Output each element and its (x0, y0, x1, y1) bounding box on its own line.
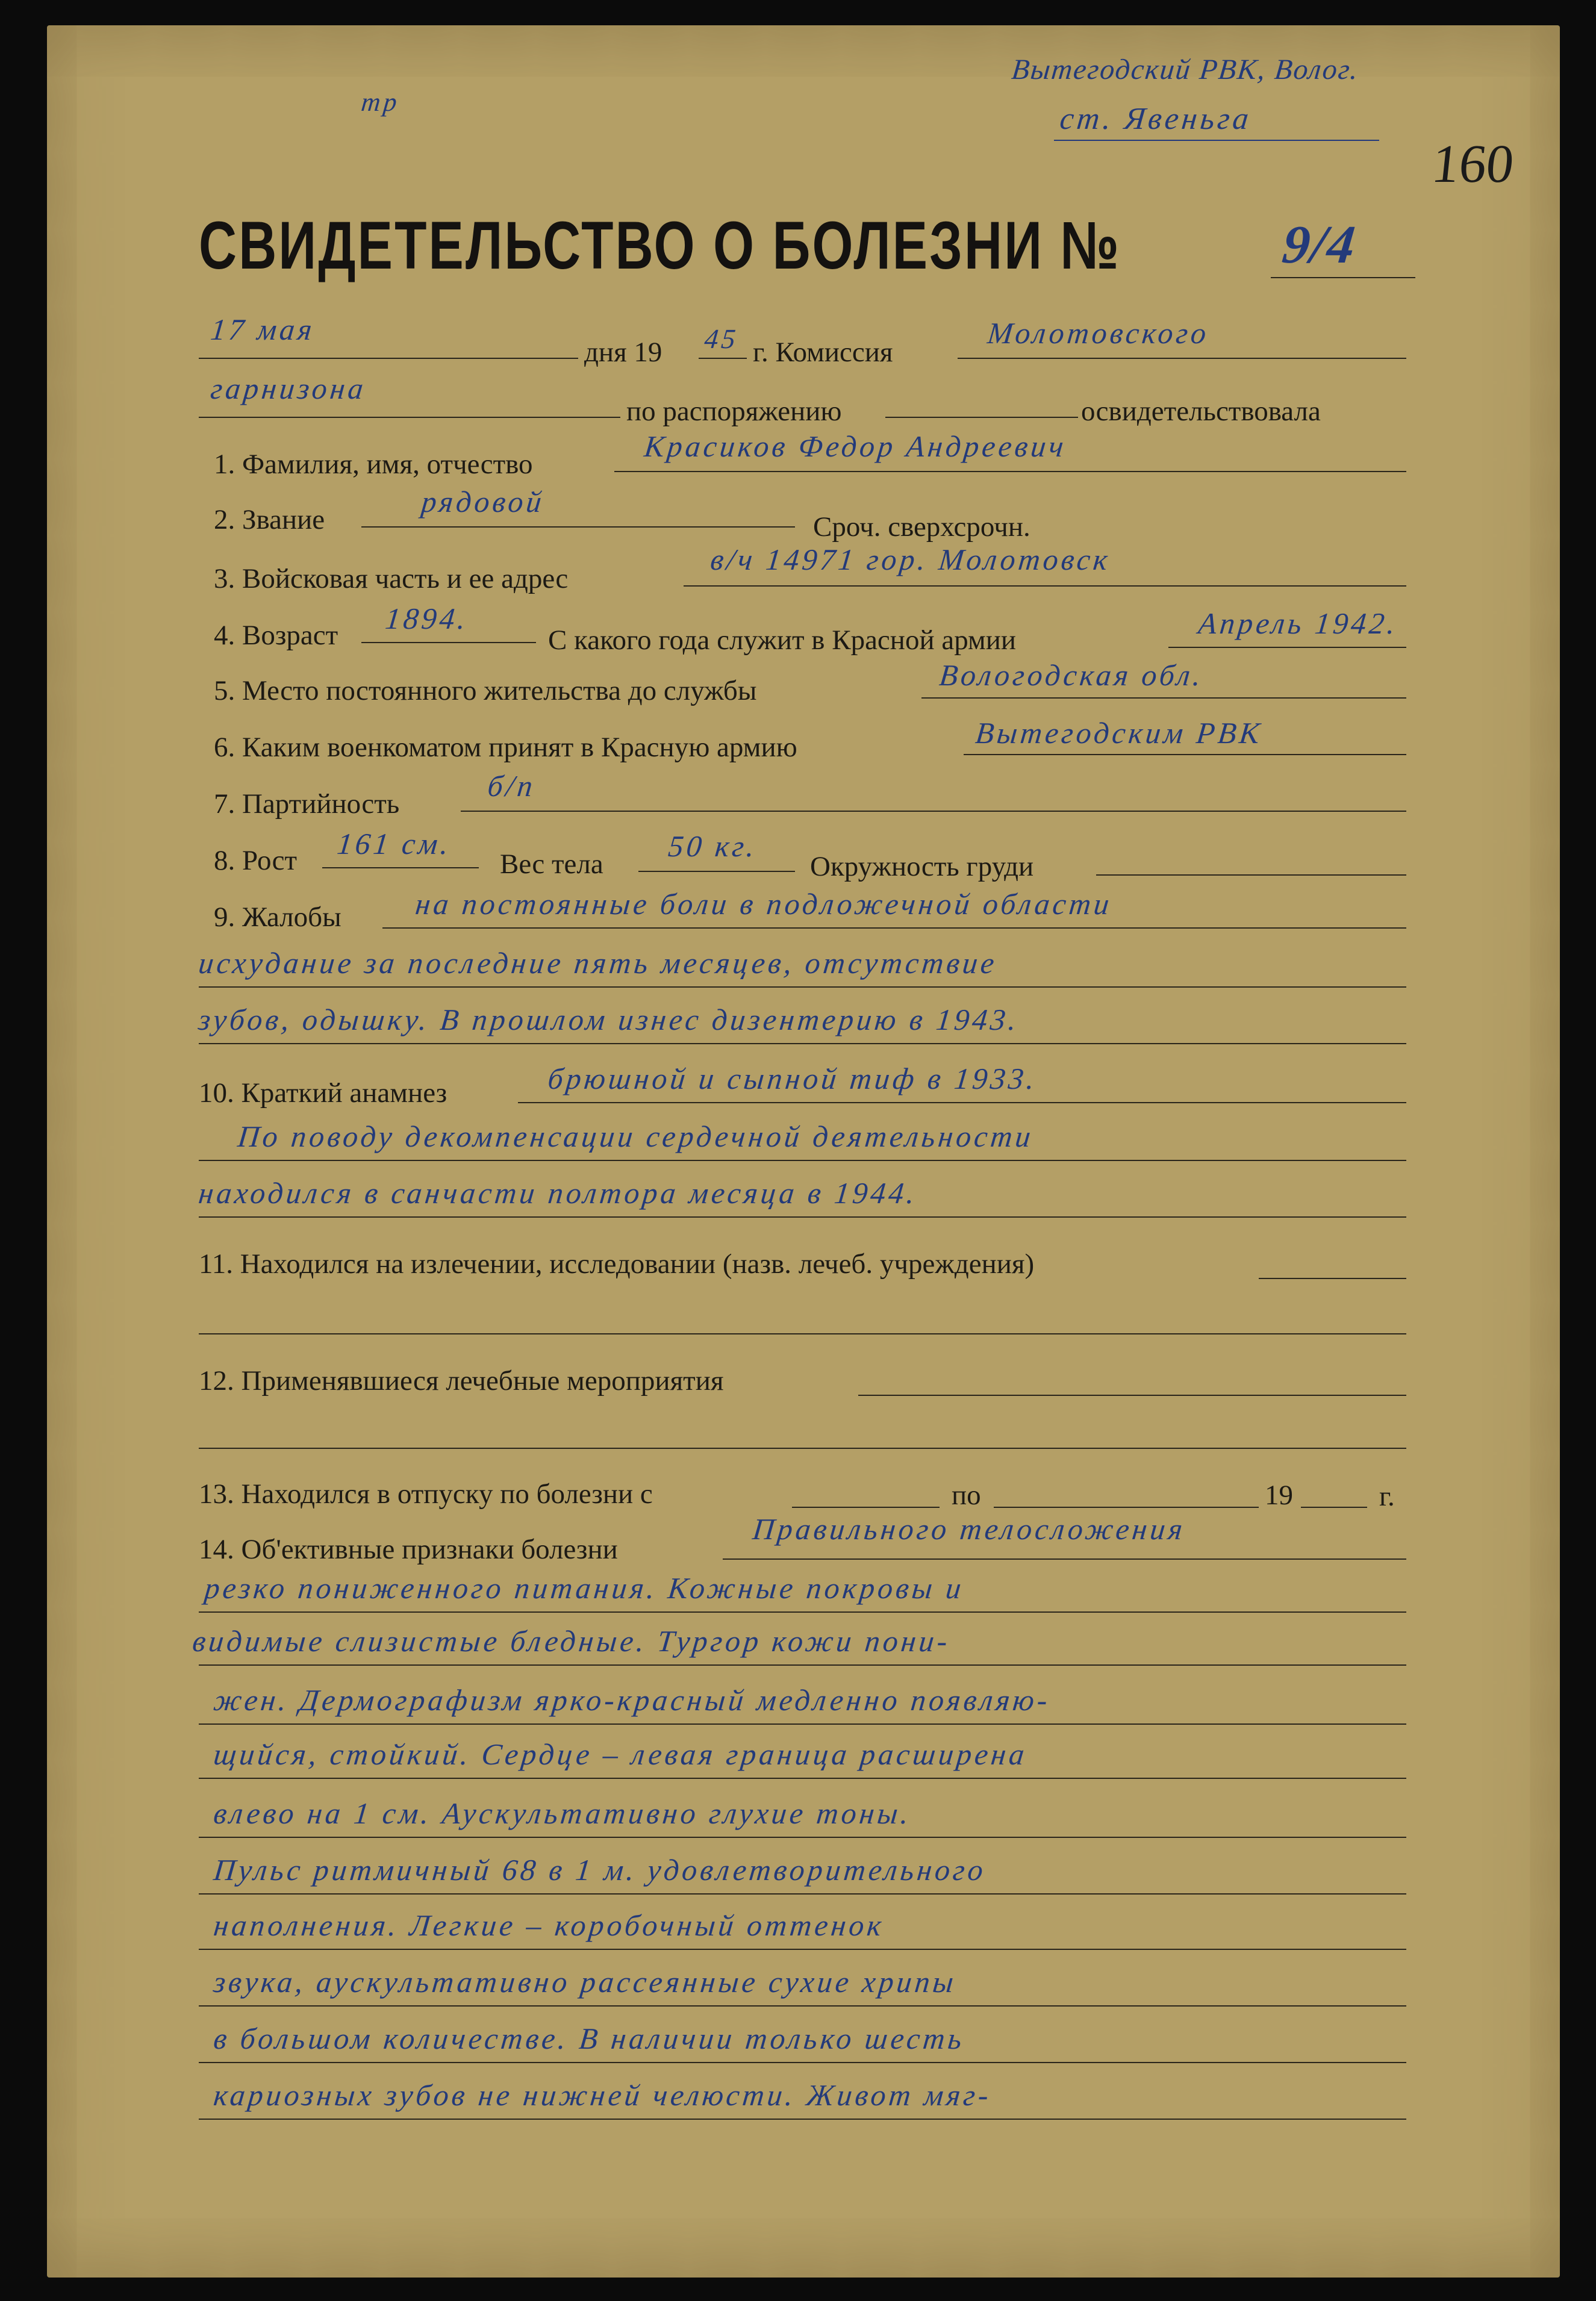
field-8-chest-label: Окружность груди (810, 851, 1034, 882)
order-line (885, 417, 1078, 418)
field-14-rule-6 (199, 1837, 1406, 1838)
field-4-since-label: С какого года служит в Красной армии (548, 624, 1017, 656)
field-13-rule-year (1301, 1507, 1367, 1508)
field-7-label: 7. Партийность (214, 788, 400, 820)
garrison-value: гарнизона (209, 372, 368, 405)
field-13-label: 13. Находился в отпуску по болезни с (199, 1478, 653, 1510)
field-8-label: 8. Рост (214, 845, 298, 876)
field-14-line-1: Правильного телосложения (751, 1512, 1188, 1546)
field-3-value: в/ч 14971 гор. Молотовск (709, 543, 1112, 576)
page-number: 160 (1429, 134, 1517, 194)
field-12-rule-2 (199, 1448, 1406, 1449)
field-11-rule-2 (199, 1333, 1406, 1334)
field-2-label: 2. Звание (214, 504, 325, 535)
field-6-line (964, 754, 1406, 755)
field-10-rule-3 (199, 1216, 1406, 1218)
field-14-line-6: влево на 1 см. Аускультативно глухие тоны. (212, 1796, 914, 1830)
field-9-rule-1 (382, 927, 1406, 929)
examined-label: освидетельствовала (1081, 396, 1321, 427)
field-11-rule-1 (1259, 1278, 1406, 1279)
field-5-value: Вологодская обл. (938, 658, 1206, 692)
field-2-line (361, 526, 795, 528)
field-14-line-5: щийся, стойкий. Сердце – левая граница расширена (212, 1737, 1029, 1771)
commission-value: Молотовского (986, 316, 1211, 350)
field-9-line-3: зубов, одышку. В прошлом изнес дизентерию в 1943. (197, 1003, 1021, 1036)
field-13-g: г. (1379, 1481, 1395, 1512)
field-14-line-4: жен. Дермографизм ярко-красный медленно появляю- (212, 1683, 1052, 1717)
field-6-value: Вытегодским РВК (974, 716, 1265, 750)
field-14-line-2: резко пониженного питания. Кожные покровы и (203, 1571, 966, 1605)
field-13-to: по (952, 1480, 981, 1511)
field-12-label: 12. Применявшиеся лечебные мероприятия (199, 1365, 724, 1396)
field-14-rule-3 (199, 1664, 1406, 1666)
field-14-line-10: в большом количестве. В наличии только шесть (212, 2022, 967, 2055)
field-14-line-3: видимые слизистые бледные. Тургор кожи пони- (191, 1624, 952, 1658)
field-6-label: 6. Каким военкоматом принят в Красную армию (214, 732, 797, 763)
number-line (1271, 277, 1415, 278)
field-3-line (684, 585, 1406, 587)
certificate-number: 9/4 (1279, 215, 1359, 275)
field-13-rule-to (994, 1507, 1259, 1508)
commission-label: г. Комиссия (753, 337, 893, 368)
document-title: СВИДЕТЕЛЬСТВО О БОЛЕЗНИ № (199, 208, 1121, 283)
field-5-line (921, 697, 1406, 699)
field-14-rule-11 (199, 2119, 1406, 2120)
field-14-rule-2 (199, 1611, 1406, 1613)
field-8-chest-line (1096, 874, 1406, 876)
field-14-rule-10 (199, 2062, 1406, 2063)
field-14-line-8: наполнения. Легкие – коробочный оттенок (212, 1908, 887, 1942)
field-14-line-11: кариозных зубов не нижней челюсти. Живот мяг- (212, 2078, 993, 2112)
field-1-line (614, 471, 1406, 472)
field-4-value: 1894. (384, 602, 470, 635)
field-14-rule-5 (199, 1778, 1406, 1779)
field-4-since-value: Апрель 1942. (1197, 606, 1400, 640)
field-7-value: б/п (486, 769, 537, 803)
field-9-line-1: на постоянные боли в подложечной области (414, 887, 1114, 921)
date-line (199, 358, 578, 359)
corner-note-line1: Вытегодский РВК, Волог. (1010, 54, 1361, 86)
field-1-value: Красиков Федор Андреевич (643, 429, 1068, 463)
field-14-line-7: Пульс ритмичный 68 в 1 м. удовлетворительного (212, 1853, 988, 1887)
field-4-line (361, 642, 536, 643)
field-14-line-9: звука, аускультативно рассеянные сухие хрипы (212, 1965, 958, 1999)
date-value: 17 мая (209, 313, 317, 346)
field-14-rule-9 (199, 2005, 1406, 2007)
field-3-label: 3. Войсковая часть и ее адрес (214, 563, 569, 594)
field-2-value: рядовой (420, 485, 546, 518)
day-label: дня 19 (584, 337, 662, 368)
field-14-rule-7 (199, 1893, 1406, 1895)
field-8-value: 161 см. (335, 827, 454, 861)
field-8-weight-value: 50 кг. (667, 829, 759, 863)
field-13-rule-from (792, 1507, 940, 1508)
commission-line (958, 358, 1406, 359)
field-1-label: 1. Фамилия, имя, отчество (214, 449, 533, 480)
corner-note-line2: ст. Явеньга (1058, 102, 1253, 136)
field-14-rule-1 (723, 1558, 1406, 1560)
field-4-since-line (1168, 647, 1406, 648)
field-12-rule-1 (858, 1395, 1406, 1396)
order-label: по распоряжению (626, 396, 842, 427)
field-9-line-2: исхудание за последние пять месяцев, отсутствие (197, 946, 999, 980)
field-14-rule-8 (199, 1949, 1406, 1950)
year-value: 45 (703, 323, 740, 354)
field-9-label: 9. Жалобы (214, 901, 341, 933)
field-10-rule-2 (199, 1160, 1406, 1161)
year-line (699, 358, 747, 359)
field-8-weight-line (638, 871, 795, 872)
field-9-rule-3 (199, 1043, 1406, 1044)
field-8-weight-label: Вес тела (500, 848, 603, 880)
field-11-label: 11. Находился на излечении, исследовании (назв. лечеб. учреждения) (199, 1248, 1035, 1280)
field-8-line (322, 867, 479, 868)
field-10-line-2: По поводу декомпенсации сердечной деятельности (236, 1119, 1035, 1153)
field-2-extra: Сроч. сверхсрочн. (813, 511, 1030, 543)
corner-underline (1054, 140, 1379, 141)
field-14-rule-4 (199, 1723, 1406, 1725)
field-9-rule-2 (199, 986, 1406, 988)
field-10-rule-1 (518, 1102, 1406, 1103)
field-10-label: 10. Краткий анамнез (199, 1077, 447, 1109)
field-5-label: 5. Место постоянного жительства до службы (214, 675, 757, 706)
field-14-label: 14. Об'ективные признаки болезни (199, 1534, 618, 1565)
field-10-line-3: находился в санчасти полтора месяца в 1944. (197, 1176, 920, 1210)
field-4-label: 4. Возраст (214, 620, 338, 651)
garrison-line (199, 417, 620, 418)
stamp-mark: тр (360, 87, 402, 117)
field-13-year: 19 (1265, 1480, 1293, 1511)
field-7-line (461, 811, 1406, 812)
field-10-line-1: брюшной и сыпной тиф в 1933. (546, 1062, 1040, 1095)
